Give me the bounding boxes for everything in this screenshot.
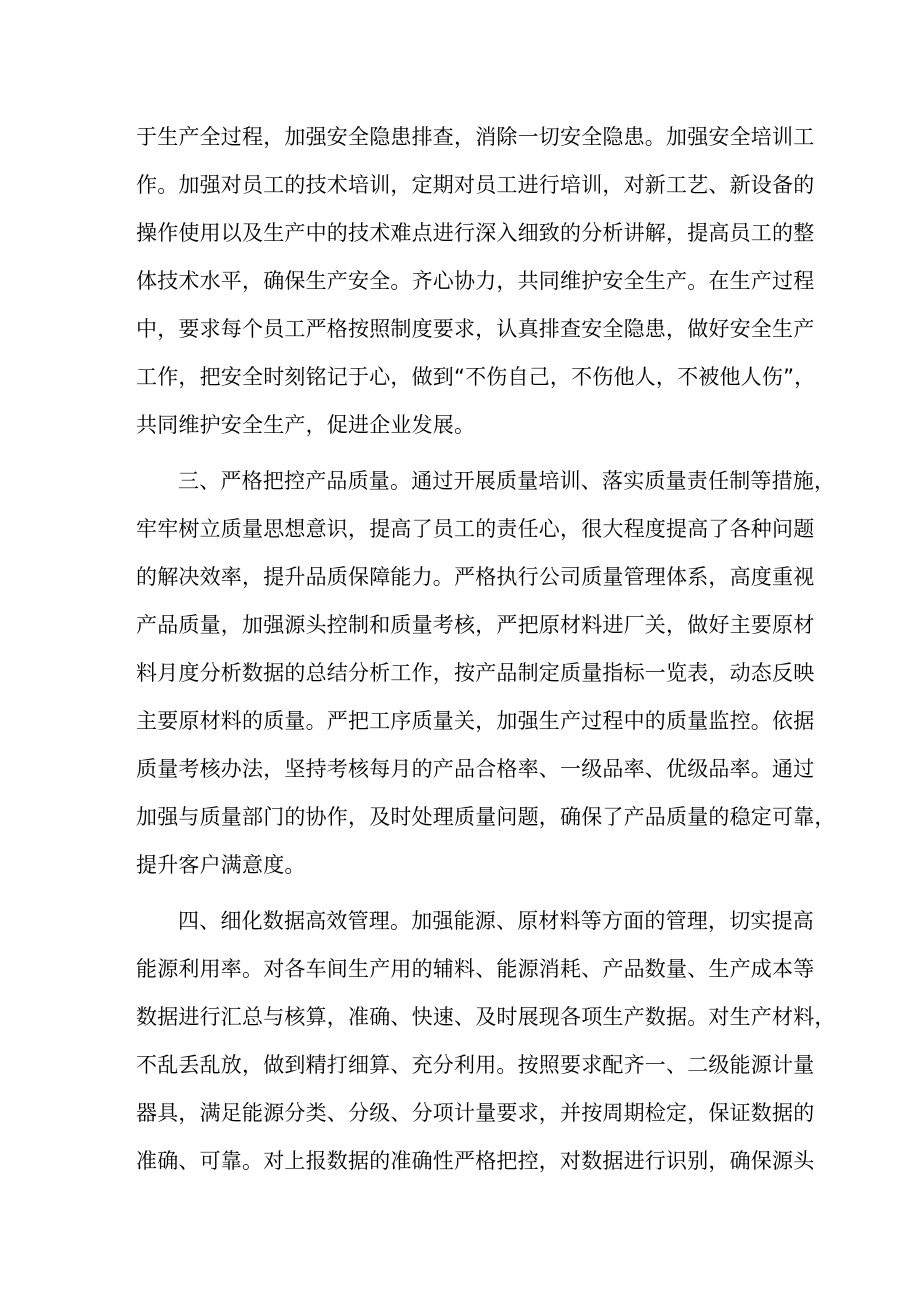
text-line-first: 三、严格把控产品质量。通过开展质量培训、落实质量责任制等措施， (178, 469, 836, 493)
text-line: 工作，把安全时刻铭记于心，做到“不伤自己，不伤他人，不被他人伤”， (136, 365, 816, 389)
text-line: 提升客户满意度。 (136, 853, 306, 877)
text-line: 操作使用以及生产中的技术难点进行深入细致的分析讲解，提高员工的整 (136, 221, 815, 245)
text-line: 不乱丢乱放，做到精打细算、充分利用。按照要求配齐一、二级能源计量 (136, 1053, 815, 1077)
text-line: 加强与质量部门的协作，及时处理质量问题，确保了产品质量的稳定可靠， (136, 805, 836, 829)
text-line: 中，要求每个员工严格按照制度要求，认真排查安全隐患，做好安全生产 (136, 317, 815, 341)
text-line: 器具，满足能源分类、分级、分项计量要求，并按周期检定，保证数据的 (136, 1101, 815, 1125)
text-line: 共同维护安全生产，促进企业发展。 (136, 413, 476, 437)
paragraph-data (136, 897, 836, 1185)
text-line: 的解决效率，提升品质保障能力。严格执行公司质量管理体系，高度重视 (136, 565, 815, 589)
text-line: 数据进行汇总与核算，准确、快速、及时展现各项生产数据。对生产材料， (136, 1005, 836, 1029)
paragraph-spacer (136, 889, 796, 897)
text-line: 牢牢树立质量思想意识，提高了员工的责任心，很大程度提高了各种问题 (136, 517, 815, 541)
text-line: 料月度分析数据的总结分析工作，按产品制定质量指标一览表，动态反映 (136, 661, 815, 685)
text-line: 产品质量，加强源头控制和质量考核，严把原材料进厂关，做好主要原材 (136, 613, 815, 637)
text-line: 能源利用率。对各车间生产用的辅料、能源消耗、产品数量、生产成本等 (136, 957, 815, 981)
document-body (136, 113, 836, 1185)
text-line: 主要原材料的质量。严把工序质量关，加强生产过程中的质量监控。依据 (136, 709, 815, 733)
text-line: 质量考核办法，坚持考核每月的产品合格率、一级品率、优级品率。通过 (136, 757, 815, 781)
paragraph-quality (136, 457, 836, 889)
text-line: 体技术水平，确保生产安全。齐心协力，共同维护安全生产。在生产过程 (136, 269, 815, 293)
paragraph-spacer (136, 449, 796, 457)
text-line-first: 四、细化数据高效管理。加强能源、原材料等方面的管理，切实提高 (178, 909, 814, 933)
paragraph-safety (136, 113, 816, 449)
text-line: 准确、可靠。对上报数据的准确性严格把控，对数据进行识别，确保源头 (136, 1149, 815, 1173)
text-line: 于生产全过程，加强安全隐患排查，消除一切安全隐患。加强安全培训工 (136, 125, 815, 149)
text-line: 作。加强对员工的技术培训，定期对员工进行培训，对新工艺、新设备的 (136, 173, 815, 197)
